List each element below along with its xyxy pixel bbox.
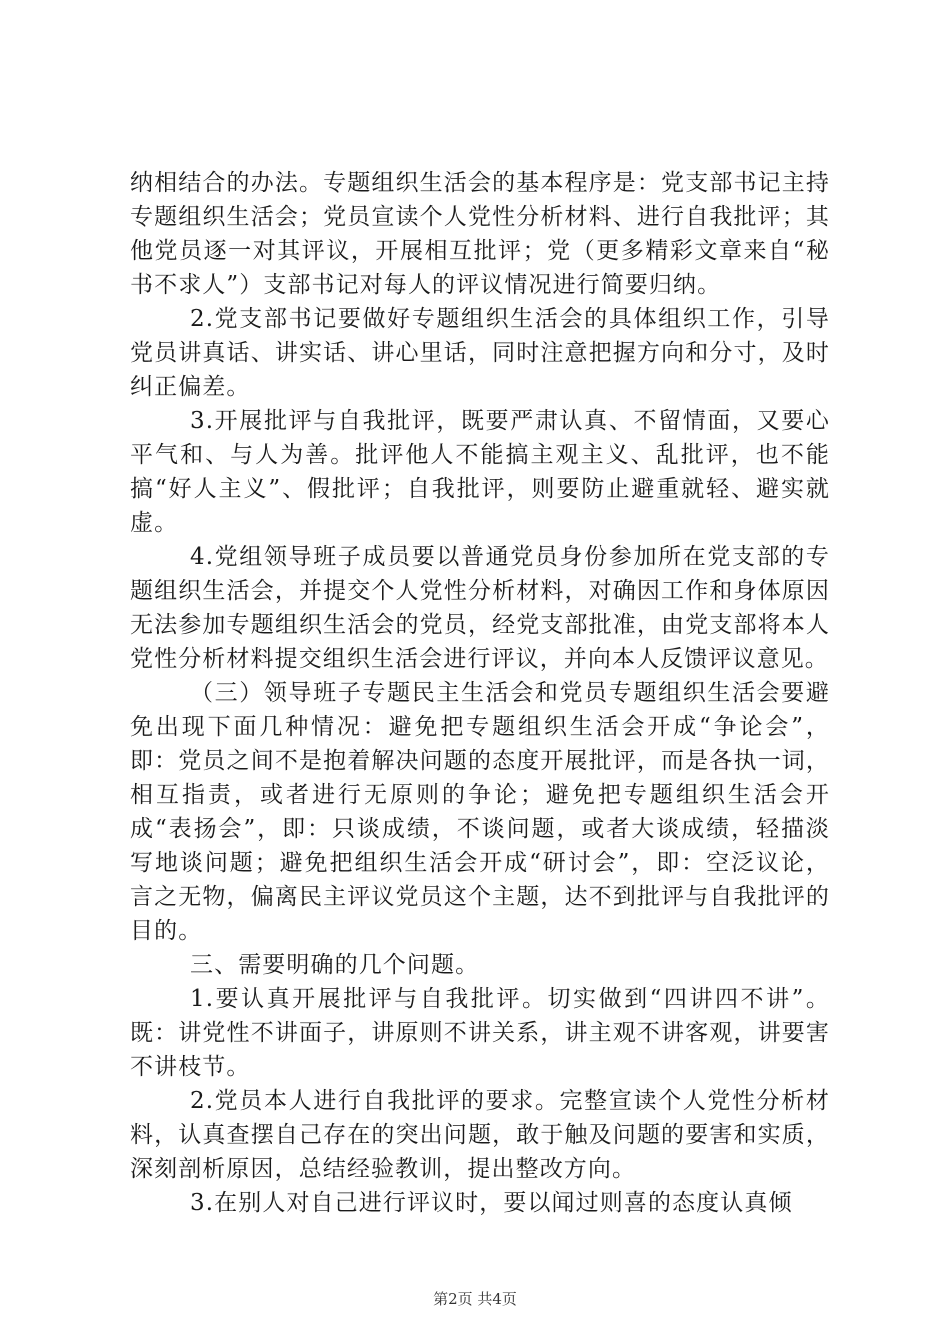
- paragraph-item-3: 3.开展批评与自我批评，既要严肃认真、不留情面，又要心平气和、与人为善。批评他人不能搞主观主义、乱批评，也不能搞“好人主义”、假批评；自我批评，则要防止避重就轻、避实就虚。: [130, 408, 830, 536]
- paragraph-point-3: 3.在别人对自己进行评议时，要以闻过则喜的态度认真倾: [190, 1190, 793, 1216]
- paragraph-point-1: 1.要认真开展批评与自我批评。切实做到“四讲四不讲”。既：讲党性不讲面子，讲原则不讲关系，讲主观不讲客观，讲要害不讲枝节。: [130, 986, 830, 1080]
- paragraph-item-4: 4.党组领导班子成员要以普通党员身份参加所在党支部的专题组织生活会，并提交个人党性分析材料，对确因工作和身体原因无法参加专题组织生活会的党员，经党支部批准，由党支部将本人党性分析材料提交组织生活会进行评议，并向本人反馈评议意见。: [130, 544, 830, 672]
- paragraph-item-2: 2.党支部书记要做好专题组织生活会的具体组织工作，引导党员讲真话、讲实话、讲心里话，同时注意把握方向和分寸，及时纠正偏差。: [130, 306, 830, 400]
- paragraph-continuation: 纳相结合的办法。专题组织生活会的基本程序是：党支部书记主持专题组织生活会；党员宣读个人党性分析材料、进行自我批评；其他党员逐一对其评议，开展相互批评；党（更多精彩文章来自“秘书不求人”）支部书记对每人的评议情况进行简要归纳。: [130, 170, 830, 298]
- document-body: [130, 166, 830, 1220]
- page-footer: 第2页 共4页: [433, 1290, 517, 1308]
- paragraph-section-3-avoid: （三）领导班子专题民主生活会和党员专题组织生活会要避免出现下面几种情况：避免把专题组织生活会开成“争论会”，即：党员之间不是抱着解决问题的态度开展批评，而是各执一词，相互指责，或者进行无原则的争论；避免把专题组织生活会开成“表扬会”，即：只谈成绩，不谈问题，或者大谈成绩，轻描淡写地谈问题；避免把组织生活会开成“研讨会”，即：空泛议论，言之无物，偏离民主评议党员这个主题，达不到批评与自我批评的目的。: [130, 680, 830, 944]
- paragraph-point-2: 2.党员本人进行自我批评的要求。完整宣读个人党性分析材料，认真查摆自己存在的突出问题，敢于触及问题的要害和实质，深刻剖析原因，总结经验教训，提出整改方向。: [130, 1088, 830, 1182]
- section-heading-3: 三、需要明确的几个问题。: [190, 952, 480, 978]
